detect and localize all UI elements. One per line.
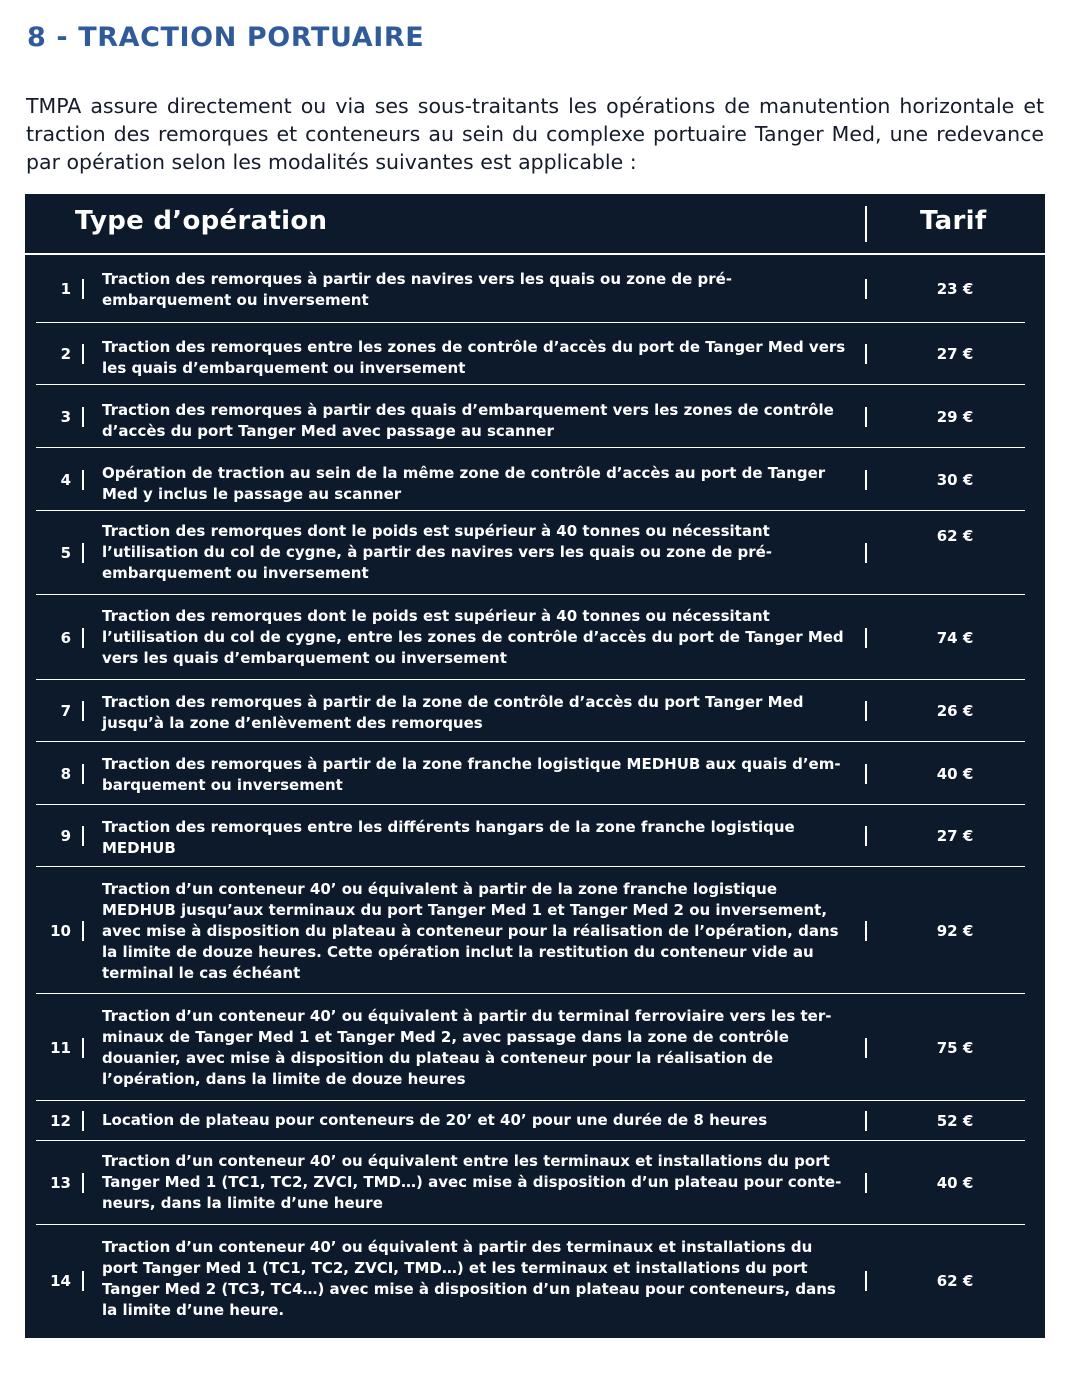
row-number: 12: [50, 1112, 71, 1130]
row-divider: [82, 826, 84, 846]
row-description: Traction des remorques entre les zones de contrôle d’accès du port de Tanger Med vers les quais d’embarquement ou inversement: [102, 338, 846, 377]
row-divider: [82, 543, 84, 563]
table-header: [25, 194, 1045, 255]
row-price: 23 €: [936, 280, 974, 298]
row-divider: [82, 1111, 84, 1131]
row-price: 92 €: [936, 922, 974, 940]
table-row: [25, 511, 1045, 595]
row-divider: [865, 921, 867, 941]
table-row: [25, 805, 1045, 867]
row-description: Opération de traction au sein de la même zone de contrôle d’accès au port de Tanger Med y inclus le passage au scanner: [102, 464, 826, 503]
row-price: 74 €: [936, 629, 974, 647]
row-description: Traction des remorques à partir de la zone de contrôle d’accès du port Tanger Med jusqu’à la zone d’enlèvement des remorques: [102, 693, 804, 732]
row-number: 1: [60, 280, 71, 298]
header-tarif-label: Tarif: [920, 206, 987, 236]
row-price: 40 €: [936, 1174, 974, 1192]
row-number: 11: [50, 1039, 71, 1057]
row-divider: [82, 921, 84, 941]
header-divider: [865, 206, 867, 242]
row-price: 62 €: [936, 527, 974, 545]
row-number: 13: [50, 1174, 71, 1192]
table-row: [25, 595, 1045, 680]
table-row: [25, 1141, 1045, 1225]
table-row: [25, 867, 1045, 994]
row-divider: [865, 1173, 867, 1193]
row-price: 75 €: [936, 1039, 974, 1057]
row-description: Traction des remorques à partir des quais d’embarquement vers les zones de contrôle d’accès du port Tanger Med avec passage au scanner: [102, 401, 834, 440]
row-divider: [82, 279, 84, 299]
row-divider: [82, 470, 84, 490]
row-divider: [865, 344, 867, 364]
row-number: 4: [60, 471, 71, 489]
row-divider: [82, 407, 84, 427]
row-description: Location de plateau pour conteneurs de 20’ et 40’ pour une durée de 8 heures: [102, 1111, 768, 1129]
row-description: Traction d’un conteneur 40’ ou équivalent à partir du terminal ferroviaire vers les ter-minaux de Tanger Med 1 et Tanger Med 2, avec passage dans la zone de contrôle douanier, avec mise à disposition du plateau à conteneur pour la réalisation de l’opération, dans la limite de douze heures: [102, 1007, 832, 1088]
row-divider: [82, 344, 84, 364]
row-divider: [82, 764, 84, 784]
table-row: [25, 385, 1045, 448]
row-divider: [865, 764, 867, 784]
tariff-table: [25, 194, 1045, 1338]
row-description: Traction des remorques dont le poids est supérieur à 40 tonnes ou nécessitant l’utilisation du col de cygne, à partir des navires vers les quais ou zone de pré-embarquement ou inversement: [102, 522, 773, 582]
section-title: 8 - TRACTION PORTUAIRE: [27, 22, 425, 53]
row-price: 26 €: [936, 702, 974, 720]
row-description: Traction des remorques entre les différents hangars de la zone franche logistique MEDHUB: [102, 818, 795, 857]
row-divider: [865, 279, 867, 299]
table-row: [25, 1101, 1045, 1141]
table-row: [25, 994, 1045, 1101]
row-number: 3: [60, 408, 71, 426]
row-number: 2: [60, 345, 71, 363]
row-divider: [82, 701, 84, 721]
row-divider: [865, 407, 867, 427]
table-row: [25, 448, 1045, 511]
row-price: 40 €: [936, 765, 974, 783]
row-number: 8: [60, 765, 71, 783]
row-divider: [865, 1111, 867, 1131]
row-divider: [865, 543, 867, 563]
row-divider: [865, 1038, 867, 1058]
row-price: 27 €: [936, 827, 974, 845]
row-description: Traction des remorques à partir des navires vers les quais ou zone de pré-embarquement ou inversement: [102, 270, 733, 309]
row-divider: [865, 1271, 867, 1291]
row-price: 52 €: [936, 1112, 974, 1130]
table-row: [25, 680, 1045, 742]
row-number: 6: [60, 629, 71, 647]
row-description: Traction des remorques dont le poids est supérieur à 40 tonnes ou nécessitant l’utilisation du col de cygne, entre les zones de contrôle d’accès du port de Tanger Med vers les quais d’embarquement ou inversement: [102, 607, 844, 667]
row-description: Traction d’un conteneur 40’ ou équivalent à partir de la zone franche logistique MEDHUB jusqu’aux terminaux du port Tanger Med 1 et Tanger Med 2 ou inversement, avec mise à disposition du plateau à conteneur pour la réalisation de l’opération, dans la limite de douze heures. Cette opération inclut la restitution du conteneur vide au terminal le cas échéant: [102, 880, 839, 982]
row-number: 7: [60, 702, 71, 720]
table-row: [25, 742, 1045, 805]
row-description: Traction des remorques à partir de la zone franche logistique MEDHUB aux quais d’em-barquement ou inversement: [102, 755, 841, 794]
table-row: [25, 1225, 1045, 1337]
row-divider: [865, 701, 867, 721]
header-type-label: Type d’opération: [75, 206, 328, 236]
row-divider: [82, 1173, 84, 1193]
row-number: 14: [50, 1272, 71, 1290]
row-number: 5: [60, 544, 71, 562]
row-price: 29 €: [936, 408, 974, 426]
row-divider: [865, 826, 867, 846]
table-row: [25, 323, 1045, 385]
row-divider: [865, 628, 867, 648]
row-description: Traction d’un conteneur 40’ ou équivalent à partir des terminaux et installations du port Tanger Med 1 (TC1, TC2, ZVCI, TMD…) et les terminaux et installations du port Tanger Med 2 (TC3, TC4…) avec mise à disposition d’un plateau pour conteneurs, dans la limite d’une heure.: [102, 1238, 836, 1319]
intro-paragraph: TMPA assure directement ou via ses sous-traitants les opérations de manutention horizontale et traction des remorques et conteneurs au sein du complexe portuaire Tanger Med, une redevance par opération selon les modalités suivantes est applicable :: [26, 94, 1044, 174]
row-divider: [82, 1038, 84, 1058]
row-number: 10: [50, 922, 71, 940]
row-price: 62 €: [936, 1272, 974, 1290]
row-divider: [865, 470, 867, 490]
row-price: 30 €: [936, 471, 974, 489]
row-price: 27 €: [936, 345, 974, 363]
row-divider: [82, 1271, 84, 1291]
row-divider: [82, 628, 84, 648]
row-number: 9: [60, 827, 71, 845]
row-description: Traction d’un conteneur 40’ ou équivalent entre les terminaux et installations du port Tanger Med 1 (TC1, TC2, ZVCI, TMD…) avec mise à disposition d’un plateau pour conte-neurs, dans la limite d’une heure: [102, 1152, 842, 1212]
table-row: [25, 255, 1045, 323]
